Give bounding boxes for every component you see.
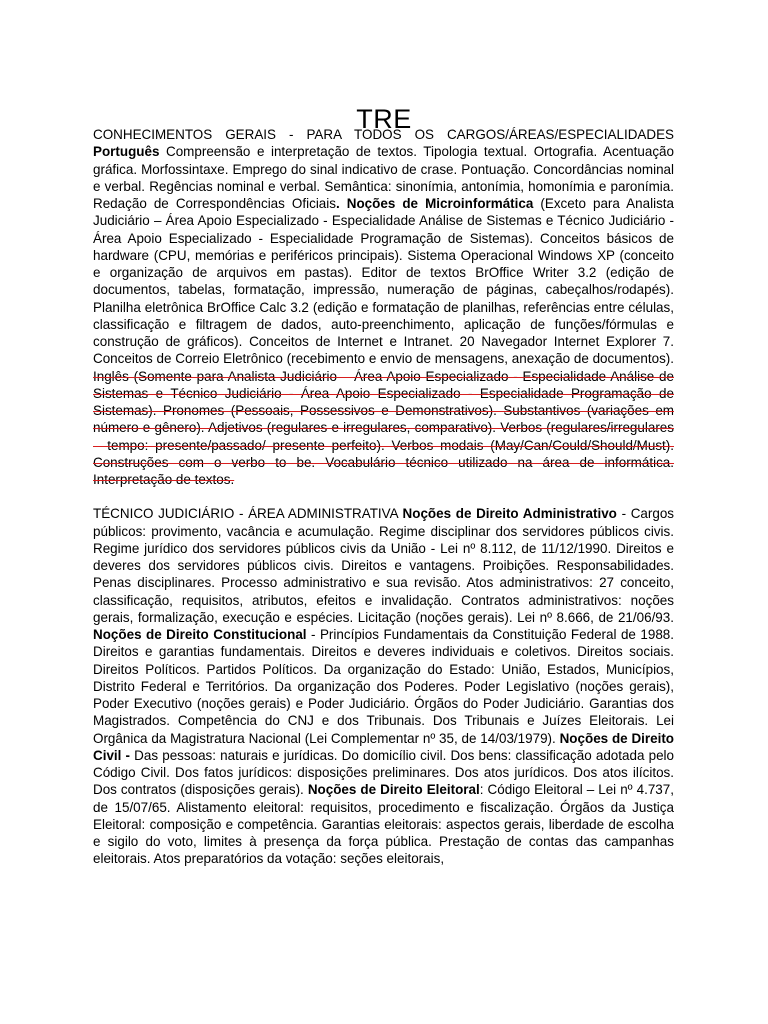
- section-general-knowledge: [93, 126, 674, 488]
- document-body: [93, 126, 674, 868]
- section-tecnico-administrativa: [93, 505, 674, 867]
- subject-text-constitucional: - Princípios Fundamentais da Constituição Federal de 1988. Direitos e garantias fundamentais. Direitos e deveres individuais e coletivos. Direitos sociais. Direitos Políticos. Partidos Políticos. Da organização do Estado: União, Estados, Municípios, Distrito Federal e Territórios. Da organização dos Poderes. Poder Legislativo (noções gerais), Poder Executivo (noções gerais) e Poder Judiciário. Órgãos do Poder Judiciário. Garantias dos Magistrados. Competência do CNJ e dos Tribunais. Dos Tribunais e Juízes Eleitorais. Lei Orgânica da Magistratura Nacional (Lei Complementar nº 35, de 14/03/1979).: [93, 627, 675, 746]
- section-heading: TÉCNICO JUDICIÁRIO - ÁREA ADMINISTRATIVA: [93, 506, 398, 522]
- subject-text-administrativo: - Cargos públicos: provimento, vacância e acumulação. Regime disciplinar dos servidores públicos civis. Regime jurídico dos servidores públicos civis da União - Lei nº 8.112, de 11/12/1990. Direitos e deveres dos servidores públicos civis. Direitos e vantagens. Proibições. Responsabilidades. Penas disciplinares. Processo administrativo e sua revisão. Atos administrativos: 27 conceito, classificação, requisitos, atributos, efeitos e invalidação. Contratos administrativos: noções gerais, formalização, execução e espécies. Licitação (noções gerais). Lei nº 8.666, de 21/06/93.: [93, 506, 675, 625]
- subject-text-microinformatica: (Exceto para Analista Judiciário – Área Apoio Especializado - Especialidade Análise de Sistemas e Técnico Judiciário - Área Apoio Especializado - Especialidade Programação de Sistemas). Conceitos básicos de hardware (CPU, memórias e periféricos principais). Sistema Operacional Windows XP (conceito e organização de arquivos em pastas). Editor de textos BrOffice Writer 3.2 (edição de documentos, tabelas, formatação, impressão, numeração de páginas, cabeçalhos/rodapés). Planilha eletrônica BrOffice Calc 3.2 (edição e formatação de planilhas, referências entre células, classificação e filtragem de dados, auto-preenchimento, aplicação de funções/fórmulas e construção de gráficos). Conceitos de Internet e Intranet. 20 Navegador Internet Explorer 7. Conceitos de Correio Eletrônico (recebimento e envio de mensagens, anexação de documentos).: [93, 196, 674, 367]
- subject-label-civil: Noções de Direito Civil -: [93, 730, 675, 763]
- subject-label-constitucional: Noções de Direito Constitucional: [93, 627, 307, 642]
- subject-text-portugues: Compreensão e interpretação de textos. Tipologia textual. Ortografia. Acentuação gráfica. Morfossintaxe. Emprego do sinal indicativo de crase. Pontuação. Concordâncias nominal e verbal. Regências nominal e verbal. Semântica: sinonímia, antonímia, homonímia e paronímia. Redação de Correspondências Oficiais: [93, 144, 674, 211]
- document-title: TRE: [356, 104, 412, 135]
- subject-text-eleitoral: : Código Eleitoral – Lei nº 4.737, de 15/07/65. Alistamento eleitoral: requisitos, procedimento e fiscalização. Órgãos da Justiça Eleitoral: composição e competência. Garantias eleitorais: aspectos gerais, liberdade de escolha e sigilo do voto, limites à presença da força pública. Prestação de contas das campanhas eleitorais. Atos preparatórios da votação: seções eleitorais,: [93, 782, 674, 867]
- section-heading: CONHECIMENTOS GERAIS - PARA TODOS OS CARGOS/ÁREAS/ESPECIALIDADES: [93, 127, 674, 142]
- subject-label-microinformatica: . Noções de Microinformática: [335, 196, 534, 211]
- subject-label-portugues: Português: [93, 144, 160, 160]
- subject-label-eleitoral: Noções de Direito Eleitoral: [307, 782, 480, 798]
- struck-text-ingles: Inglês (Somente para Analista Judiciário – Área Apoio Especializado - Especialidade Análise de Sistemas e Técnico Judiciário - Área Apoio Especializado - Especialidade Programação de Sistemas). Pronomes (Pessoais, Possessivos e Demonstrativos). Substantivos (variações em número e gênero). Adjetivos (regulares e irregulares, comparativo). Verbos (regulares/irregulares – tempo: presente/passado/ presente perfeito). Verbos modais (May/Can/Could/Should/Must). Construções com o verbo to be. Vocabulário técnico utilizado na área de informática. Interpretação de textos.: [93, 368, 674, 487]
- subject-text-civil: Das pessoas: naturais e jurídicas. Do domicílio civil. Dos bens: classificação adotada pelo Código Civil. Dos fatos jurídicos: disposições preliminares. Dos atos jurídicos. Dos atos ilícitos. Dos contratos (disposições gerais).: [93, 747, 674, 798]
- subject-label-administrativo: Noções de Direito Administrativo: [402, 506, 617, 522]
